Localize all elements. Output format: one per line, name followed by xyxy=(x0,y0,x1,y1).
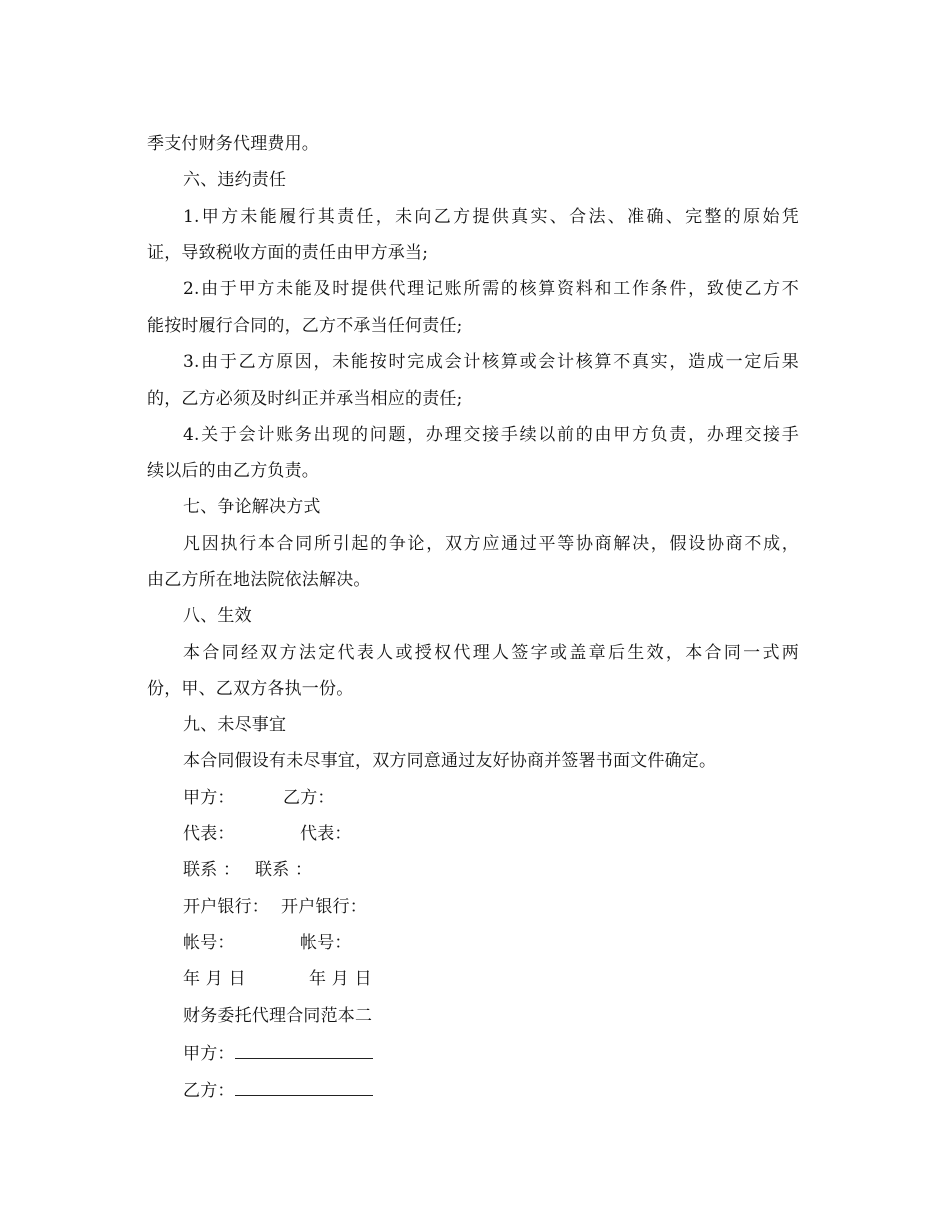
breach-item-1-line-2: 证，导致税收方面的责任由甲方承当; xyxy=(147,243,429,263)
section-heading-misc: 九、未尽事宜 xyxy=(183,715,287,735)
breach-item-3-line-2: 的，乙方必须及时纠正并承当相应的责任; xyxy=(147,389,463,409)
breach-item-3-line-1: 3.由于乙方原因，未能按时完成会计核算或会计核算不真实，造成一定后果 xyxy=(183,352,799,372)
template-two-party-b xyxy=(183,1079,373,1101)
template-two-party-b-label: 乙方： xyxy=(183,1081,235,1101)
template-two-party-a-label: 甲方： xyxy=(183,1044,235,1064)
dispute-paragraph-line-2: 由乙方所在地法院依法解决。 xyxy=(147,570,371,590)
dispute-paragraph-line-1: 凡因执行本合同所引起的争论，双方应通过平等协商解决，假设协商不成， xyxy=(183,534,799,554)
breach-item-4-line-2: 续以后的由乙方负责。 xyxy=(147,461,319,481)
breach-item-4-line-1: 4.关于会计账务出现的问题，办理交接手续以前的由甲方负责，办理交接手 xyxy=(183,425,799,445)
party-b-label: 乙方： xyxy=(283,788,335,808)
breach-item-2-line-1: 2.由于甲方未能及时提供代理记账所需的核算资料和工作条件，致使乙方不 xyxy=(183,279,799,299)
section-heading-effect: 八、生效 xyxy=(183,606,252,626)
bank-a-label: 开户银行： xyxy=(183,897,269,917)
representative-b-label: 代表： xyxy=(300,824,352,844)
account-b-label: 帐号： xyxy=(300,933,352,953)
signature-row-party xyxy=(183,788,335,808)
misc-paragraph: 本合同假设有未尽事宜，双方同意通过友好协商并签署书面文件确定。 xyxy=(183,751,717,771)
paragraph-fee-continued: 季支付财务代理费用。 xyxy=(147,134,319,154)
party-b-blank-line xyxy=(235,1079,373,1096)
breach-item-1-line-1: 1.甲方未能履行其责任，未向乙方提供真实、合法、准确、完整的原始凭 xyxy=(183,207,799,227)
signature-row-bank xyxy=(183,897,367,917)
signature-row-contact xyxy=(183,860,313,880)
template-two-title: 财务委托代理合同范本二 xyxy=(183,1006,373,1026)
date-b-label: 年 月 日 xyxy=(309,969,372,989)
date-a-label: 年 月 日 xyxy=(183,969,246,989)
section-heading-dispute: 七、争论解决方式 xyxy=(183,497,321,517)
breach-item-2-line-2: 能按时履行合同的，乙方不承当任何责任; xyxy=(147,316,463,336)
template-two-party-a xyxy=(183,1042,373,1064)
account-a-label: 帐号： xyxy=(183,933,235,953)
representative-a-label: 代表： xyxy=(183,824,235,844)
effect-paragraph-line-1: 本合同经双方法定代表人或授权代理人签字或盖章后生效，本合同一式两 xyxy=(183,643,799,663)
signature-row-account xyxy=(183,933,352,953)
party-a-label: 甲方： xyxy=(183,788,235,808)
signature-row-representative xyxy=(183,824,352,844)
bank-b-label: 开户银行： xyxy=(281,897,367,917)
effect-paragraph-line-2: 份，甲、乙双方各执一份。 xyxy=(147,679,354,699)
party-a-blank-line xyxy=(235,1042,373,1059)
section-heading-breach: 六、违约责任 xyxy=(183,170,287,190)
contact-b-label: 联系 ： xyxy=(255,860,313,880)
signature-row-date xyxy=(183,969,372,989)
contact-a-label: 联系 ： xyxy=(183,860,241,880)
